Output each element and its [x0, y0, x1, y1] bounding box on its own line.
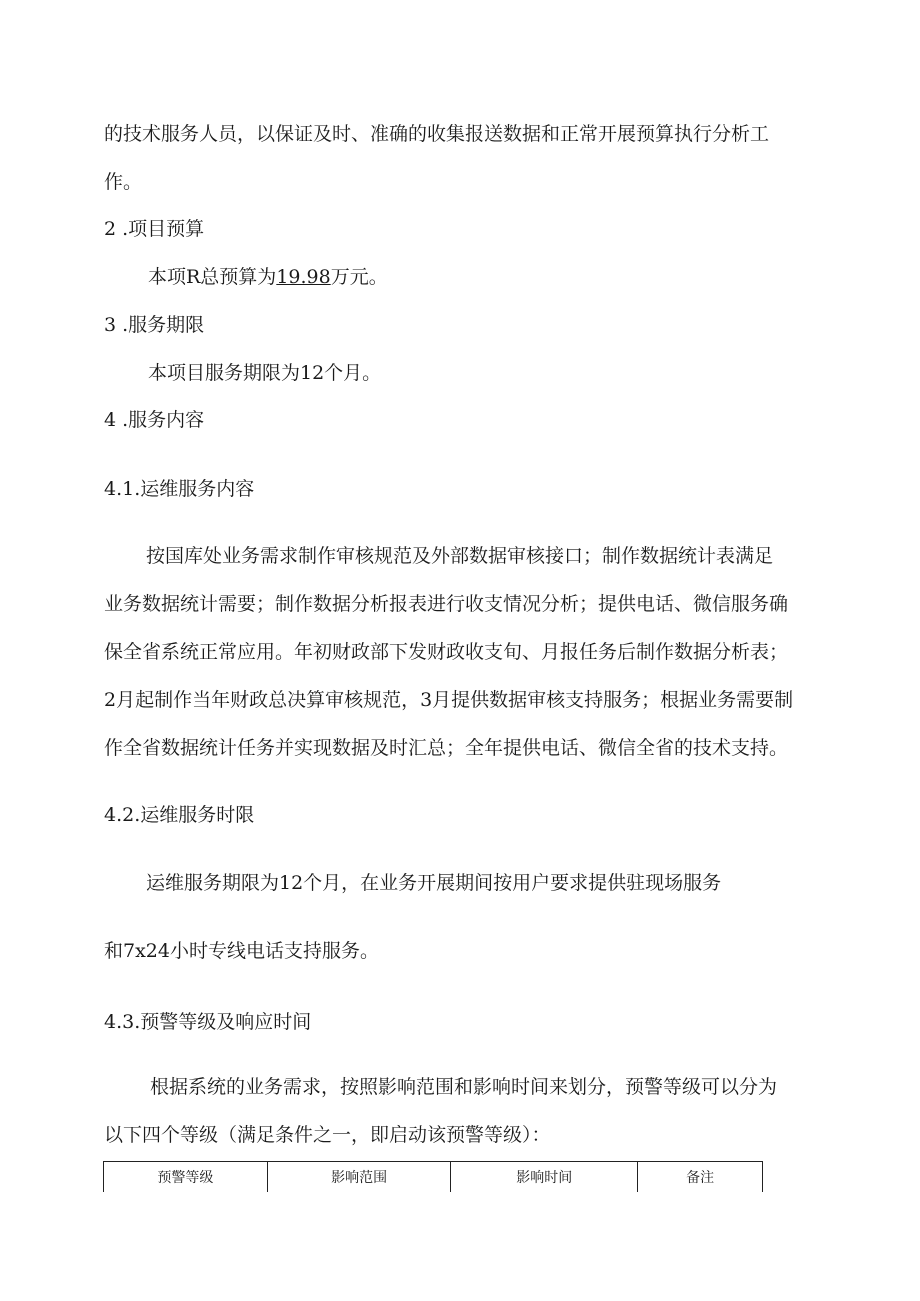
- budget-text-prefix: 本项R总预算为: [148, 266, 277, 288]
- paragraph-line: 根据系统的业务需求，按照影响范围和影响时间来划分，预警等级可以分为: [150, 1076, 778, 1098]
- subsection-heading-4-1: 4.1.运维服务内容: [104, 478, 255, 500]
- header-impact-time: 影响时间: [451, 1162, 638, 1193]
- paragraph-line: 保全省系统正常应用。年初财政部下发财政收支旬、月报任务后制作数据分析表；: [104, 641, 789, 663]
- table-header-row: [104, 1162, 763, 1193]
- warning-level-table: [103, 1161, 763, 1192]
- paragraph-line: 以下四个等级（满足条件之一，即启动该预警等级）：: [104, 1124, 551, 1146]
- header-warning-level: 预警等级: [104, 1162, 268, 1193]
- paragraph-line: 的技术服务人员，以保证及时、准确的收集报送数据和正常开展预算执行分析工: [104, 123, 770, 145]
- paragraph-line: 2月起制作当年财政总决算审核规范，3月提供数据审核支持服务；根据业务需要制: [104, 689, 794, 711]
- paragraph-line: 作全省数据统计任务并实现数据及时汇总；全年提供电话、微信全省的技术支持。: [104, 737, 789, 759]
- paragraph-line: 作。: [104, 171, 143, 193]
- subsection-heading-4-2: 4.2.运维服务时限: [104, 804, 255, 826]
- header-impact-scope: 影响范围: [267, 1162, 451, 1193]
- paragraph-line: 和7x24小时专线电话支持服务。: [104, 940, 379, 962]
- paragraph-line: 按国库处业务需求制作审核规范及外部数据审核接口；制作数据统计表满足: [146, 545, 774, 567]
- section-heading-budget: 2 .项目预算: [104, 218, 205, 240]
- paragraph-line: 业务数据统计需要；制作数据分析报表进行收支情况分析；提供电话、微信服务确: [104, 593, 789, 615]
- header-remarks: 备注: [638, 1162, 763, 1193]
- period-paragraph: 本项目服务期限为12个月。: [148, 362, 382, 384]
- subsection-heading-4-3: 4.3.预警等级及响应时间: [104, 1011, 312, 1033]
- paragraph-line: 运维服务期限为12个月，在业务开展期间按用户要求提供驻现场服务: [146, 872, 722, 894]
- section-heading-content: 4 .服务内容: [104, 409, 205, 431]
- budget-paragraph: [148, 265, 388, 289]
- section-heading-period: 3 .服务期限: [104, 314, 205, 336]
- budget-amount: 19.98: [276, 266, 331, 288]
- budget-text-suffix: 万元。: [330, 266, 388, 288]
